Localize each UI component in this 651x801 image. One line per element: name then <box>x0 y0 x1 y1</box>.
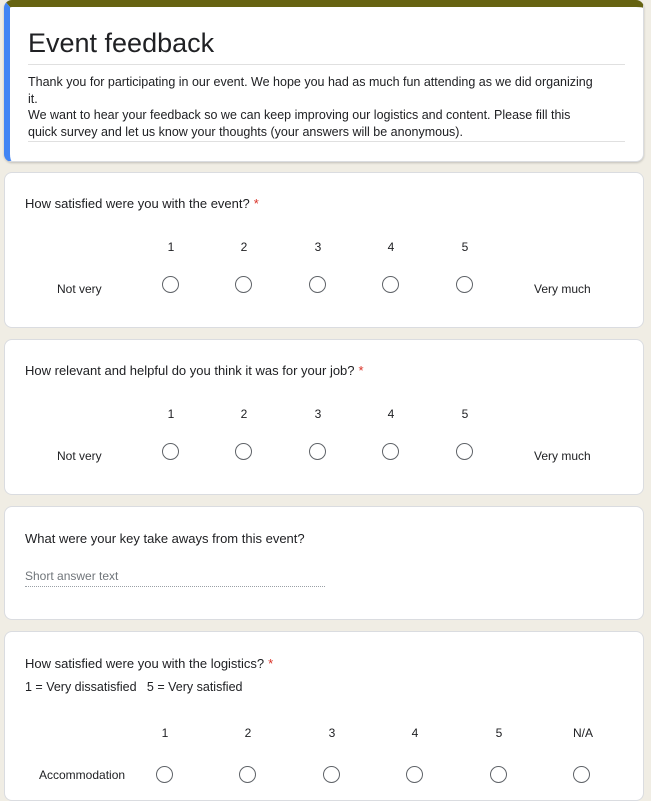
radio-option-2[interactable] <box>235 276 252 293</box>
title-divider <box>28 64 625 65</box>
grid-column-na: N/A <box>572 726 593 740</box>
form-header-card <box>4 0 644 162</box>
scale-low-label: Not very <box>57 282 102 296</box>
scale-number-3: 3 <box>314 240 322 254</box>
grid-column-5: 5 <box>495 726 503 740</box>
question-card-key-takeaways <box>4 506 644 620</box>
grid-column-3: 3 <box>328 726 336 740</box>
scale-low-label: Not very <box>57 449 102 463</box>
scale-number-4: 4 <box>387 407 395 421</box>
radio-option-3[interactable] <box>309 276 326 293</box>
grid-radio-accommodation-na[interactable] <box>573 766 590 783</box>
scale-number-1: 1 <box>167 407 175 421</box>
grid-row-label-accommodation: Accommodation <box>39 768 126 782</box>
grid-radio-accommodation-4[interactable] <box>406 766 423 783</box>
grid-radio-accommodation-1[interactable] <box>156 766 173 783</box>
required-asterisk: * <box>358 363 364 378</box>
question-card-logistics-satisfaction <box>4 631 644 801</box>
scale-high-label: Very much <box>534 282 591 296</box>
scale-number-5: 5 <box>461 240 469 254</box>
radio-option-1[interactable] <box>162 276 179 293</box>
radio-option-5[interactable] <box>456 443 473 460</box>
radio-option-2[interactable] <box>235 443 252 460</box>
question-title-text: How satisfied were you with the logistics? <box>25 656 265 671</box>
required-asterisk: * <box>268 656 274 671</box>
grid-column-2: 2 <box>244 726 252 740</box>
form-description-2: We want to hear your feedback so we can keep improving our logistics and content. Please fill this quick survey and let us know your thoughts (your answers will be anonymous). <box>28 108 571 139</box>
radio-option-5[interactable] <box>456 276 473 293</box>
grid-radio-accommodation-2[interactable] <box>239 766 256 783</box>
scale-number-3: 3 <box>314 407 322 421</box>
form-description-1: Thank you for participating in our event. We hope you had as much fun attending as we did organizing it. <box>28 75 593 106</box>
scale-number-5: 5 <box>461 407 469 421</box>
question-description: 1 = Very dissatisfied 5 = Very satisfied <box>25 680 243 694</box>
radio-option-4[interactable] <box>382 276 399 293</box>
grid-radio-accommodation-5[interactable] <box>490 766 507 783</box>
description-divider <box>28 141 625 142</box>
scale-number-2: 2 <box>240 240 248 254</box>
question-card-job-relevance <box>4 339 644 495</box>
question-title <box>25 363 364 378</box>
question-title: What were your key take aways from this event? <box>25 531 305 546</box>
required-asterisk: * <box>253 196 259 211</box>
question-card-event-satisfaction <box>4 172 644 328</box>
form-title: Event feedback <box>28 28 215 58</box>
scale-number-4: 4 <box>387 240 395 254</box>
grid-radio-accommodation-3[interactable] <box>323 766 340 783</box>
grid-column-4: 4 <box>411 726 419 740</box>
question-title <box>25 196 259 211</box>
short-answer-input[interactable] <box>25 565 325 587</box>
question-title-text: How relevant and helpful do you think it was for your job? <box>25 363 355 378</box>
question-title <box>25 656 273 671</box>
scale-number-2: 2 <box>240 407 248 421</box>
scale-high-label: Very much <box>534 449 591 463</box>
radio-option-1[interactable] <box>162 443 179 460</box>
radio-option-3[interactable] <box>309 443 326 460</box>
radio-option-4[interactable] <box>382 443 399 460</box>
question-title-text: How satisfied were you with the event? <box>25 196 250 211</box>
grid-column-1: 1 <box>161 726 169 740</box>
scale-number-1: 1 <box>167 240 175 254</box>
